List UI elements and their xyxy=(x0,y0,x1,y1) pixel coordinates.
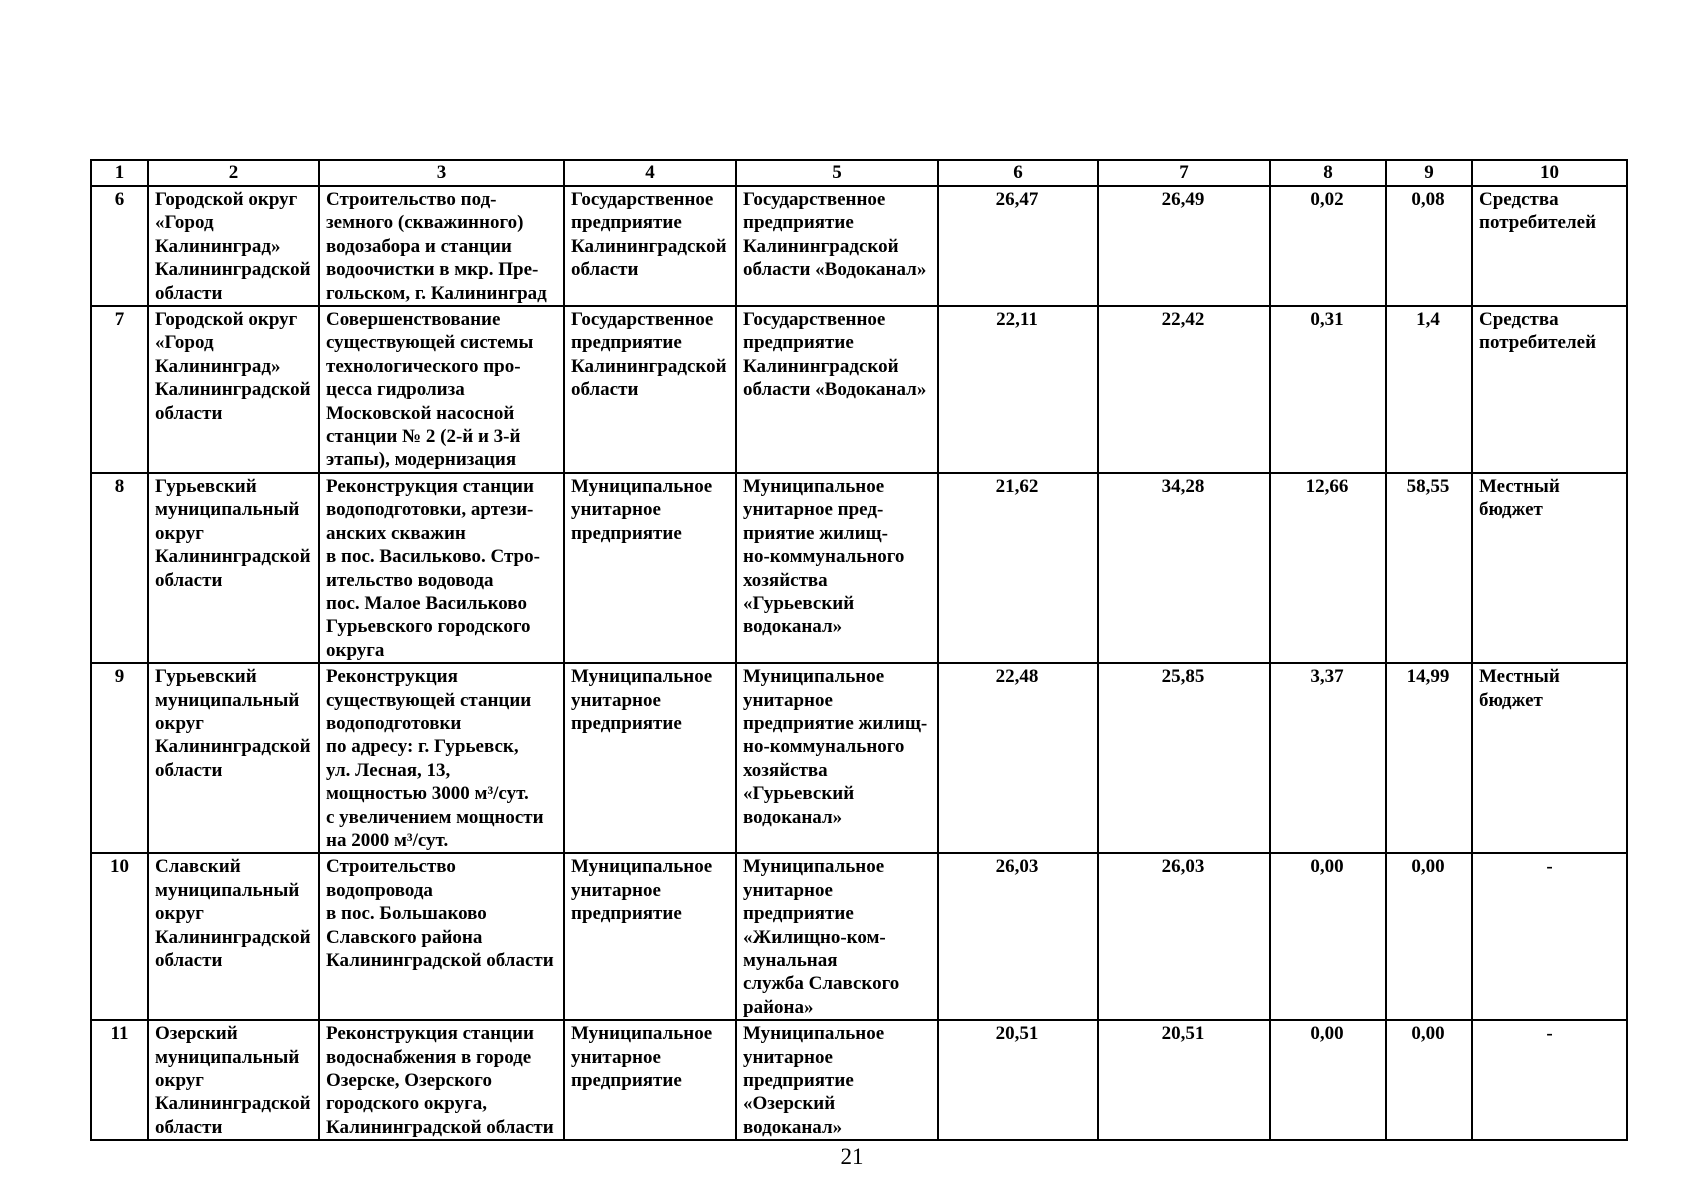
municipality-cell: Гурьевский муниципальный округ Калининградской области xyxy=(148,663,319,853)
organization-cell: Муниципальное унитарное предприятие «Озерский водоканал» xyxy=(736,1020,938,1140)
column-header: 5 xyxy=(736,160,938,186)
value-col7: 26,03 xyxy=(1098,853,1270,1020)
row-number: 7 xyxy=(91,306,148,473)
value-col6: 21,62 xyxy=(938,473,1098,663)
org-type-cell: Муниципальное унитарное предприятие xyxy=(564,473,736,663)
table-row xyxy=(91,306,1627,473)
column-header: 8 xyxy=(1270,160,1386,186)
row-number: 10 xyxy=(91,853,148,1020)
funding-source-cell: Средства потребителей xyxy=(1472,306,1627,473)
value-col9: 58,55 xyxy=(1386,473,1472,663)
column-header: 7 xyxy=(1098,160,1270,186)
value-col7: 34,28 xyxy=(1098,473,1270,663)
value-col8: 3,37 xyxy=(1270,663,1386,853)
project-cell: Строительство водопровода в пос. Большаково Славского района Калининградской области xyxy=(319,853,564,1020)
table-row xyxy=(91,853,1627,1020)
project-cell: Реконструкция существующей станции водоподготовки по адресу: г. Гурьевск, ул. Лесная, 13, мощностью 3000 м³/сут. с увеличением мощности на 2000 м³/сут. xyxy=(319,663,564,853)
organization-cell: Муниципальное унитарное предприятие жилищ- но-коммунального хозяйства «Гурьевский водоканал» xyxy=(736,663,938,853)
org-type-cell: Государственное предприятие Калининградской области xyxy=(564,186,736,306)
funding-source-cell: Местный бюджет xyxy=(1472,473,1627,663)
value-col9: 0,00 xyxy=(1386,1020,1472,1140)
value-col8: 0,02 xyxy=(1270,186,1386,306)
organization-cell: Муниципальное унитарное пред- приятие жилищ- но-коммунального хозяйства «Гурьевский водоканал» xyxy=(736,473,938,663)
org-type-cell: Государственное предприятие Калининградской области xyxy=(564,306,736,473)
column-header: 4 xyxy=(564,160,736,186)
column-header: 6 xyxy=(938,160,1098,186)
table-row xyxy=(91,1020,1627,1140)
table-row xyxy=(91,473,1627,663)
column-header: 10 xyxy=(1472,160,1627,186)
municipality-cell: Славский муниципальный округ Калининградской области xyxy=(148,853,319,1020)
table-row xyxy=(91,186,1627,306)
value-col9: 1,4 xyxy=(1386,306,1472,473)
row-number: 9 xyxy=(91,663,148,853)
value-col8: 0,31 xyxy=(1270,306,1386,473)
column-header: 9 xyxy=(1386,160,1472,186)
funding-source-cell: - xyxy=(1472,1020,1627,1140)
value-col6: 26,03 xyxy=(938,853,1098,1020)
funding-source-cell: Местный бюджет xyxy=(1472,663,1627,853)
value-col9: 0,00 xyxy=(1386,853,1472,1020)
column-header: 3 xyxy=(319,160,564,186)
value-col6: 22,48 xyxy=(938,663,1098,853)
municipality-cell: Городской округ «Город Калининград» Калининградской области xyxy=(148,306,319,473)
municipality-cell: Городской округ «Город Калининград» Калининградской области xyxy=(148,186,319,306)
row-number: 6 xyxy=(91,186,148,306)
value-col7: 25,85 xyxy=(1098,663,1270,853)
municipality-cell: Гурьевский муниципальный округ Калининградской области xyxy=(148,473,319,663)
project-cell: Реконструкция станции водоподготовки, артези- анских скважин в пос. Васильково. Стро- ительство водовода пос. Малое Васильково Гурьевского городского округа xyxy=(319,473,564,663)
project-cell: Строительство под- земного (скважинного) водозабора и станции водоочистки в мкр. Пре- гольском, г. Калининград xyxy=(319,186,564,306)
header-row xyxy=(91,160,1627,186)
value-col8: 0,00 xyxy=(1270,853,1386,1020)
org-type-cell: Муниципальное унитарное предприятие xyxy=(564,663,736,853)
organization-cell: Государственное предприятие Калининградской области «Водоканал» xyxy=(736,186,938,306)
value-col6: 22,11 xyxy=(938,306,1098,473)
value-col7: 22,42 xyxy=(1098,306,1270,473)
row-number: 8 xyxy=(91,473,148,663)
page-number: 21 xyxy=(840,1144,864,1169)
value-col6: 20,51 xyxy=(938,1020,1098,1140)
value-col9: 0,08 xyxy=(1386,186,1472,306)
funding-source-cell: - xyxy=(1472,853,1627,1020)
value-col8: 12,66 xyxy=(1270,473,1386,663)
organization-cell: Муниципальное унитарное предприятие «Жилищно-ком- мунальная служба Славского района» xyxy=(736,853,938,1020)
org-type-cell: Муниципальное унитарное предприятие xyxy=(564,1020,736,1140)
project-cell: Совершенствование существующей системы технологического про- цесса гидролиза Московской насосной станции № 2 (2-й и 3-й этапы), модернизация xyxy=(319,306,564,473)
value-col7: 26,49 xyxy=(1098,186,1270,306)
table-row xyxy=(91,663,1627,853)
funding-source-cell: Средства потребителей xyxy=(1472,186,1627,306)
row-number: 11 xyxy=(91,1020,148,1140)
column-header: 2 xyxy=(148,160,319,186)
value-col6: 26,47 xyxy=(938,186,1098,306)
value-col8: 0,00 xyxy=(1270,1020,1386,1140)
value-col7: 20,51 xyxy=(1098,1020,1270,1140)
column-header: 1 xyxy=(91,160,148,186)
project-cell: Реконструкция станции водоснабжения в городе Озерске, Озерского городского округа, Калининградской области xyxy=(319,1020,564,1140)
data-table xyxy=(90,159,1628,1141)
municipality-cell: Озерский муниципальный округ Калининградской области xyxy=(148,1020,319,1140)
value-col9: 14,99 xyxy=(1386,663,1472,853)
organization-cell: Государственное предприятие Калининградской области «Водоканал» xyxy=(736,306,938,473)
org-type-cell: Муниципальное унитарное предприятие xyxy=(564,853,736,1020)
